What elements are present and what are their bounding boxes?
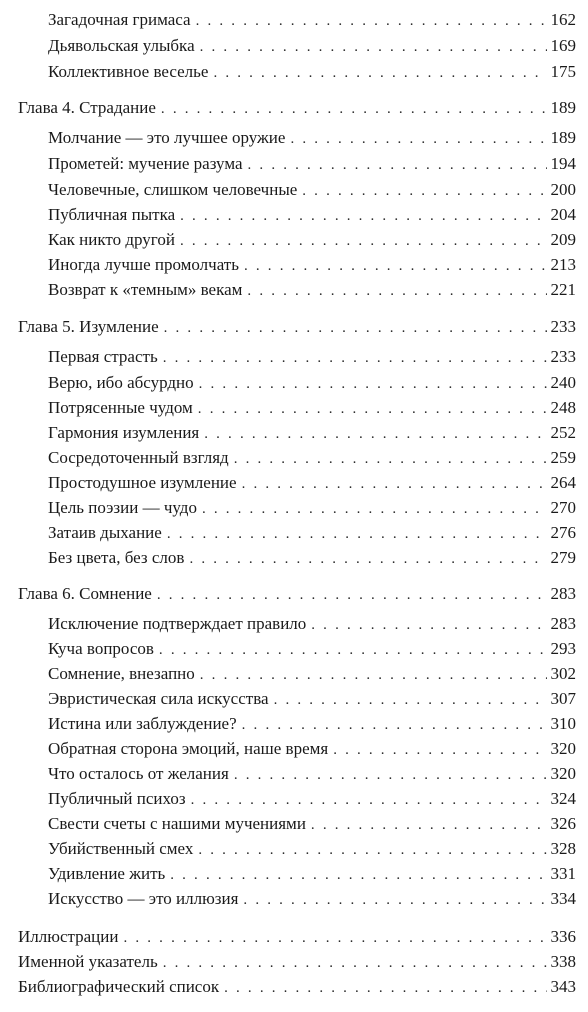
toc-entry [48,253,576,277]
toc-entry-page: 248 [550,398,576,417]
toc-entry-title: Публичный психоз [48,789,186,808]
toc-entry-title: Сомнение, внезапно [48,664,195,683]
leader-dots [241,254,547,278]
toc-entry-page: 331 [550,864,576,883]
toc-entry [48,471,576,495]
toc-entry-title: Простодушное изумление [48,473,237,492]
leader-dots [240,888,546,912]
toc-chapter-page: 233 [550,317,576,336]
leader-dots [196,372,547,396]
toc-chapter [18,96,576,120]
toc-chapter-page: 338 [550,952,576,971]
toc-entry [48,496,576,520]
toc-entry [48,178,576,202]
toc-entry-title: Первая страсть [48,347,158,366]
toc-entry-title: Коллективное веселье [48,62,209,81]
toc-entry-title: Иногда лучше промолчать [48,255,239,274]
toc-entry-page: 320 [550,764,576,783]
toc-entry [48,126,576,150]
toc-entry-page: 283 [550,614,576,633]
toc-entry-title: Что осталось от желания [48,764,229,783]
leader-dots [244,279,546,303]
toc-chapter-title: Именной указатель [18,952,158,971]
leader-dots [160,346,547,370]
leader-dots [193,9,547,33]
toc-entry-title: Гармония изумления [48,423,200,442]
toc-entry-page: 162 [550,10,576,29]
toc-entry [48,345,576,369]
toc-entry [48,421,576,445]
toc-entry [48,737,576,761]
toc-entry-title: Возврат к «темным» векам [48,280,243,299]
toc-entry [48,446,576,470]
leader-dots [201,422,546,446]
toc-entry [48,887,576,911]
toc-chapter [18,582,576,606]
toc-entry-title: Куча вопросов [48,639,154,658]
toc-entry-title: Молчание — это лучшее оружие [48,128,286,147]
toc-entry [48,662,576,686]
toc-entry-page: 204 [550,205,576,224]
leader-dots [221,976,546,1000]
toc-entry-page: 270 [550,498,576,517]
toc-entry-page: 240 [550,373,576,392]
toc-entry-page: 326 [550,814,576,833]
leader-dots [161,316,547,340]
leader-dots [231,447,547,471]
toc-entry-page: 189 [550,128,576,147]
leader-dots [330,738,546,762]
toc-entry-page: 200 [550,180,576,199]
toc-entry [48,812,576,836]
toc-entry-title: Потрясенные чудом [48,398,193,417]
toc-chapter-page: 336 [550,927,576,946]
toc-entry [48,8,576,32]
toc-chapter [18,950,576,974]
toc-entry-title: Человечные, слишком человечные [48,180,298,199]
toc-entry [48,612,576,636]
leader-dots [188,788,547,812]
toc-entry-title: Эвристическая сила искусства [48,689,269,708]
toc-entry [48,837,576,861]
leader-dots [239,472,547,496]
toc-entry-page: 264 [550,473,576,492]
leader-dots [199,497,547,521]
toc-entry-page: 233 [550,347,576,366]
toc-entry [48,228,576,252]
toc-entry [48,60,576,84]
toc-entry [48,712,576,736]
toc-chapter-page: 283 [550,584,576,603]
toc-entry-page: 307 [550,689,576,708]
toc-entry-title: Исключение подтверждает правило [48,614,307,633]
leader-dots [167,863,546,887]
toc-entry-title: Как никто другой [48,230,175,249]
toc-entry [48,396,576,420]
leader-dots [158,97,547,121]
toc-entry-page: 213 [550,255,576,274]
leader-dots [287,127,546,151]
toc-entry [48,637,576,661]
toc-entry-page: 169 [550,36,576,55]
toc-chapter [18,315,576,339]
toc-entry-page: 259 [550,448,576,467]
leader-dots [156,638,547,662]
leader-dots [177,204,546,228]
leader-dots [245,153,547,177]
toc-entry-title: Прометей: мучение разума [48,154,243,173]
toc-entry-title: Верю, ибо абсурдно [48,373,194,392]
toc-chapter-page: 189 [550,98,576,117]
toc-entry-title: Убийственный смех [48,839,194,858]
toc-entry-page: 221 [550,280,576,299]
toc-chapter-title: Библиографический список [18,977,220,996]
leader-dots [120,926,546,950]
toc-entry [48,152,576,176]
toc-entry-page: 194 [550,154,576,173]
leader-dots [299,179,546,203]
toc-entry-title: Без цвета, без слов [48,548,185,567]
toc-entry [48,687,576,711]
leader-dots [164,522,547,546]
leader-dots [308,813,547,837]
toc-entry-title: Дьявольская улыбка [48,36,195,55]
toc-chapter-title: Иллюстрации [18,927,119,946]
toc-entry-page: 293 [550,639,576,658]
toc-entry-title: Искусство — это иллюзия [48,889,239,908]
toc-entry [48,546,576,570]
toc-entry-page: 276 [550,523,576,542]
leader-dots [160,951,547,975]
leader-dots [308,613,546,637]
toc-entry-title: Истина или заблуждение? [48,714,237,733]
toc-entry-page: 209 [550,230,576,249]
toc-entry-title: Цель поэзии — чудо [48,498,197,517]
toc-chapter-title: Глава 5. Изумление [18,317,159,336]
leader-dots [210,61,546,85]
toc-entry-title: Затаив дыхание [48,523,162,542]
leader-dots [195,838,546,862]
toc-entry [48,521,576,545]
toc-entry-page: 279 [550,548,576,567]
leader-dots [154,583,547,607]
toc-chapter [18,925,576,949]
leader-dots [231,763,547,787]
toc-entry [48,371,576,395]
leader-dots [195,397,547,421]
toc-entry [48,862,576,886]
leader-dots [186,547,546,571]
toc-entry-title: Сосредоточенный взгляд [48,448,229,467]
toc-entry-page: 302 [550,664,576,683]
toc-entry [48,34,576,58]
toc-chapter-page: 343 [550,977,576,996]
leader-dots [239,713,547,737]
toc-entry-page: 320 [550,739,576,758]
toc-entry-page: 324 [550,789,576,808]
toc-entry-page: 328 [550,839,576,858]
toc-entry-title: Обратная сторона эмоций, наше время [48,739,329,758]
toc-entry [48,762,576,786]
toc-entry-title: Свести счеты с нашими мучениями [48,814,306,833]
leader-dots [271,688,547,712]
leader-dots [177,229,547,253]
toc-entry-title: Публичная пытка [48,205,176,224]
toc-entry [48,787,576,811]
toc-chapter [18,975,576,999]
toc-entry [48,203,576,227]
toc-entry-page: 175 [550,62,576,81]
leader-dots [197,35,547,59]
toc-chapter-title: Глава 4. Страдание [18,98,156,117]
toc-chapter-title: Глава 6. Сомнение [18,584,152,603]
toc-entry-page: 310 [550,714,576,733]
toc-entry-title: Удивление жить [48,864,166,883]
toc-entry [48,278,576,302]
toc-entry-title: Загадочная гримаса [48,10,191,29]
toc-entry-page: 334 [550,889,576,908]
leader-dots [197,663,547,687]
toc-entry-page: 252 [550,423,576,442]
